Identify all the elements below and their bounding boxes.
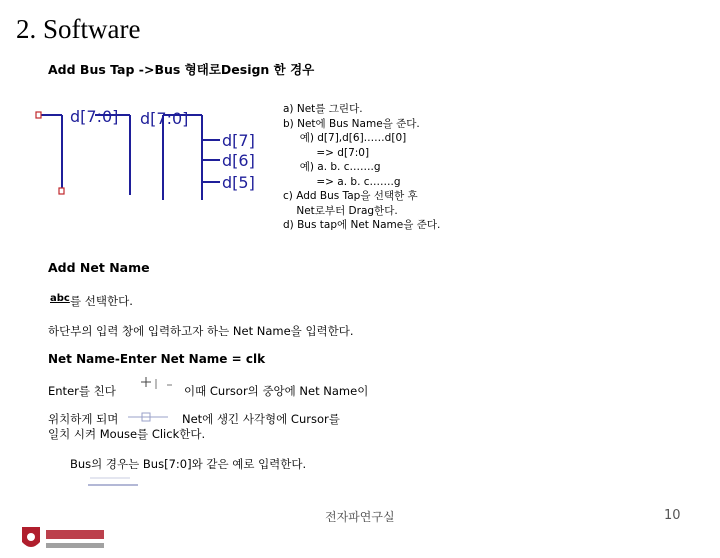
click-instruction: 일치 시켜 Mouse를 Click한다.: [48, 427, 206, 441]
university-logo: [8, 505, 108, 558]
tap-label-7: d[7]: [222, 131, 255, 150]
cursor-net-icon: [140, 375, 175, 397]
step-line: 예) d[7],d[6]……d[0]: [283, 132, 407, 144]
net-square-icon: [128, 409, 178, 425]
step-line: Net로부터 Drag한다.: [283, 204, 398, 217]
step-line: => a. b. c…….g: [283, 175, 401, 188]
footer-lab-name: 전자파연구실: [325, 510, 395, 524]
input-instruction: 하단부의 입력 창에 입력하고자 하는 Net Name을 입력한다.: [48, 324, 354, 338]
step-line: c) Add Bus Tap을 선택한 후: [283, 190, 418, 202]
square-instruction: Net에 생긴 사각형에 Cursor를: [182, 412, 340, 426]
step-line: d) Bus tap에 Net Name을 준다.: [283, 219, 441, 231]
step-line: b) Net에 Bus Name을 준다.: [283, 117, 420, 130]
bus-label-left: d[7:0]: [70, 107, 119, 126]
abc-icon: abc: [50, 293, 70, 304]
bus-label-right: d[7:0]: [140, 109, 189, 128]
bus-case-note: Bus의 경우는 Bus[7:0]와 같은 예로 입력한다.: [70, 457, 307, 471]
net-name-line: Net Name-Enter Net Name = clk: [48, 352, 266, 366]
section-title-add-net-name: Add Net Name: [48, 260, 150, 275]
bus-tap-diagram: [30, 100, 255, 205]
steps-list: [283, 102, 440, 233]
slide-subtitle: Add Bus Tap ->Bus 형태로Design 한 경우: [48, 62, 315, 77]
step-line: 예) a. b. c…….g: [283, 161, 381, 173]
bus-net-example: [80, 474, 145, 488]
cursor-center-text: 이때 Cursor의 중앙에 Net Name이: [184, 384, 369, 398]
enter-instruction: Enter를 친다: [48, 384, 116, 398]
tap-label-6: d[6]: [222, 151, 255, 170]
step-line: a) Net를 그린다.: [283, 103, 363, 115]
page-number: 10: [664, 508, 681, 523]
slide-title: 2. Software: [16, 14, 141, 44]
select-instruction: 를 선택한다.: [70, 294, 133, 308]
position-instruction: 위치하게 되며: [48, 412, 119, 426]
tap-label-5: d[5]: [222, 173, 255, 192]
step-line: => d[7:0]: [283, 146, 370, 159]
